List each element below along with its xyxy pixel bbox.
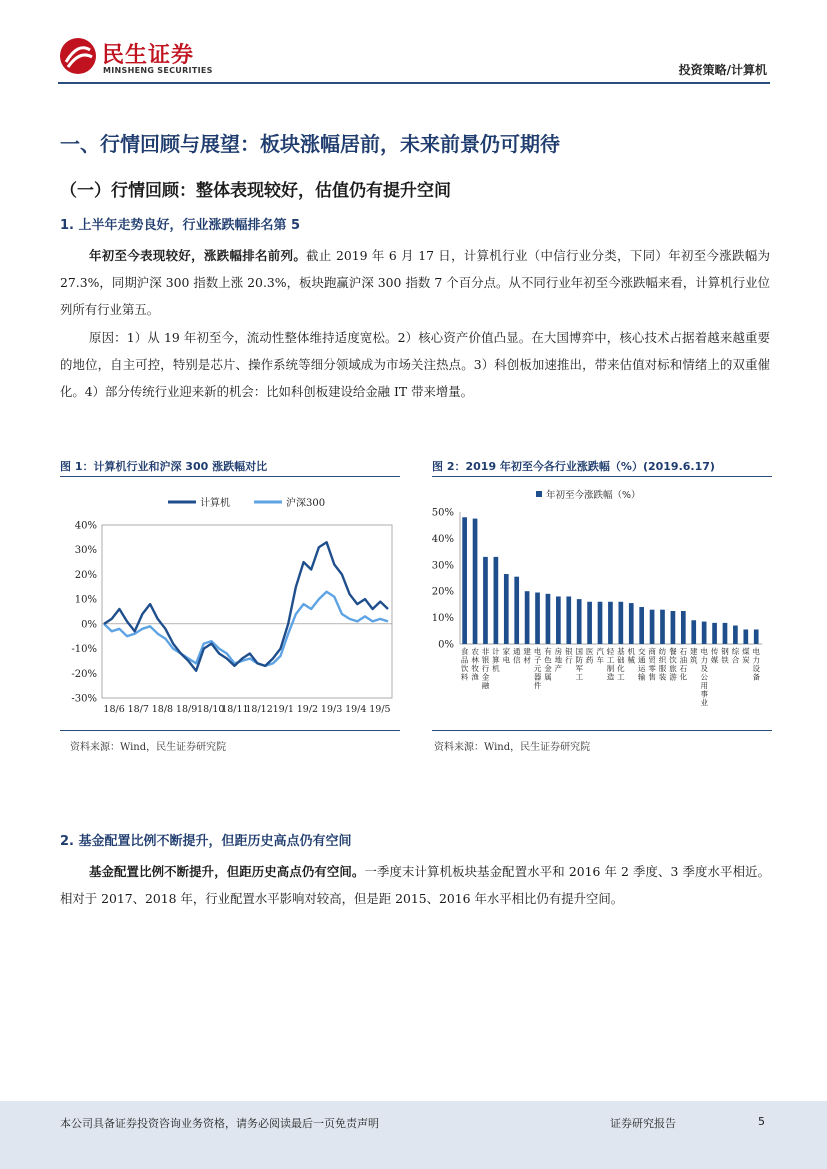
category-char: 军 bbox=[575, 664, 583, 673]
category-char: 餐 bbox=[669, 647, 677, 656]
y-tick-label: 40% bbox=[432, 533, 454, 545]
category-char: 子 bbox=[533, 655, 542, 665]
page-header bbox=[0, 0, 827, 90]
category-char: 造 bbox=[606, 672, 615, 682]
category-label bbox=[648, 646, 656, 682]
category-char: 建 bbox=[523, 647, 531, 656]
category-char: 牧 bbox=[471, 664, 479, 673]
category-label bbox=[617, 646, 625, 682]
category-char: 服 bbox=[658, 664, 667, 673]
x-tick-label: 18/12 bbox=[245, 704, 273, 715]
y-tick-label: 10% bbox=[432, 613, 454, 625]
category-char: 材 bbox=[523, 655, 531, 665]
bar bbox=[618, 602, 623, 644]
category-char: 医 bbox=[585, 647, 594, 656]
category-char: 工 bbox=[617, 672, 625, 682]
x-tick-label: 19/5 bbox=[369, 704, 391, 715]
footer-disclaimer: 本公司具备证券投资咨询业务资格，请务必阅读最后一页免责声明 bbox=[60, 1117, 379, 1130]
category-char: 油 bbox=[679, 655, 688, 665]
paragraph-1 bbox=[60, 242, 770, 323]
category-char: 装 bbox=[658, 672, 667, 682]
paragraph-3 bbox=[60, 858, 770, 912]
category-label bbox=[753, 646, 761, 682]
legend-label: 计算机 bbox=[200, 498, 230, 509]
category-char: 机 bbox=[492, 664, 500, 673]
bar bbox=[712, 623, 717, 644]
category-char: 饮 bbox=[669, 655, 677, 665]
bar bbox=[546, 594, 551, 644]
figure-1-top-rule bbox=[60, 476, 400, 477]
category-char: 通 bbox=[637, 655, 646, 665]
category-char: 电 bbox=[533, 647, 542, 656]
category-char: 农 bbox=[471, 647, 479, 656]
category-label bbox=[544, 646, 552, 682]
category-label bbox=[461, 646, 469, 682]
category-char: 料 bbox=[460, 672, 469, 682]
category-label bbox=[628, 646, 636, 665]
y-tick-label: -20% bbox=[71, 668, 97, 680]
category-char: 行 bbox=[481, 664, 490, 673]
category-char: 算 bbox=[492, 655, 500, 665]
category-char: 器 bbox=[533, 672, 542, 682]
bar bbox=[587, 602, 592, 644]
category-label bbox=[513, 646, 521, 665]
x-tick-label: 18/11 bbox=[221, 704, 249, 715]
bar bbox=[733, 626, 738, 644]
paragraph-1-lead: 年初至今表现较好，涨跌幅排名前列。 bbox=[89, 248, 307, 263]
paragraph-3-lead: 基金配置比例不断提升，但距历史高点仍有空间。 bbox=[89, 864, 365, 879]
logo-mark-icon bbox=[58, 36, 98, 76]
bar bbox=[702, 622, 707, 644]
bar bbox=[494, 557, 499, 644]
figure-2 bbox=[432, 458, 772, 758]
category-char: 车 bbox=[596, 655, 604, 665]
category-char: 铁 bbox=[721, 655, 729, 665]
bar bbox=[608, 602, 613, 644]
bar bbox=[566, 596, 571, 644]
bar bbox=[525, 591, 530, 644]
category-char: 础 bbox=[617, 655, 625, 665]
category-label bbox=[659, 646, 667, 682]
category-char: 产 bbox=[554, 664, 563, 673]
y-tick-label: 10% bbox=[74, 594, 97, 606]
category-char: 业 bbox=[700, 698, 708, 707]
category-label bbox=[471, 646, 479, 682]
category-label bbox=[575, 647, 583, 682]
category-char: 械 bbox=[627, 655, 636, 665]
legend-label: 沪深300 bbox=[286, 498, 326, 509]
category-char: 基 bbox=[617, 647, 625, 656]
category-char: 工 bbox=[575, 672, 583, 682]
y-tick-label: 20% bbox=[74, 569, 97, 581]
category-char: 化 bbox=[617, 664, 625, 673]
category-char: 防 bbox=[575, 655, 583, 665]
category-char: 色 bbox=[544, 655, 552, 665]
bar bbox=[639, 607, 644, 644]
category-label bbox=[555, 646, 563, 673]
category-char: 林 bbox=[471, 655, 479, 665]
subsection-heading: （一）行情回顾：整体表现较好，估值仍有提升空间 bbox=[60, 181, 451, 201]
report-section-label: 投资策略/计算机 bbox=[678, 63, 767, 77]
y-tick-label: -10% bbox=[71, 644, 97, 656]
bar bbox=[660, 610, 665, 644]
category-char: 工 bbox=[606, 655, 615, 665]
header-divider bbox=[58, 82, 770, 84]
category-char: 房 bbox=[554, 647, 563, 656]
category-char: 银 bbox=[481, 655, 490, 665]
category-char: 合 bbox=[731, 655, 740, 665]
category-char: 融 bbox=[481, 681, 490, 690]
bar bbox=[504, 574, 509, 644]
category-label bbox=[711, 646, 719, 665]
category-char: 旅 bbox=[669, 664, 677, 673]
category-char: 非 bbox=[481, 647, 490, 656]
category-label bbox=[669, 646, 677, 682]
page-footer bbox=[0, 1101, 827, 1169]
category-char: 煤 bbox=[742, 647, 750, 656]
bar-chart bbox=[432, 482, 772, 744]
category-char: 药 bbox=[585, 655, 594, 665]
category-char: 渔 bbox=[471, 672, 479, 682]
category-label bbox=[721, 646, 729, 665]
bar bbox=[473, 519, 478, 644]
y-tick-label: 20% bbox=[432, 586, 454, 598]
logo-text-cn: 民生证券 bbox=[102, 43, 195, 68]
category-char: 品 bbox=[460, 655, 469, 665]
x-tick-label: 18/9 bbox=[175, 704, 198, 715]
category-char: 织 bbox=[658, 655, 667, 665]
category-char: 行 bbox=[565, 655, 573, 665]
category-label bbox=[534, 646, 542, 690]
category-char: 电 bbox=[752, 647, 761, 656]
category-char: 石 bbox=[679, 647, 688, 656]
section-heading-1: 一、行情回顾与展望：板块涨幅居前，未来前景仍可期待 bbox=[60, 132, 560, 156]
category-label bbox=[596, 646, 604, 665]
category-char: 筑 bbox=[690, 655, 698, 665]
figure-2-bottom-rule bbox=[432, 730, 772, 731]
bar bbox=[577, 599, 582, 644]
footer-report-type: 证券研究报告 bbox=[610, 1117, 676, 1130]
y-tick-label: 0% bbox=[81, 619, 97, 631]
company-logo bbox=[58, 36, 218, 80]
figure-2-source: 资料来源：Wind，民生证券研究院 bbox=[434, 742, 591, 753]
bar bbox=[535, 593, 540, 644]
series-line bbox=[104, 542, 388, 671]
category-char: 银 bbox=[565, 647, 573, 656]
bar bbox=[691, 620, 696, 644]
category-char: 钢 bbox=[721, 647, 729, 656]
x-tick-label: 19/2 bbox=[296, 704, 319, 715]
category-label bbox=[732, 646, 740, 665]
category-char: 信 bbox=[513, 655, 521, 665]
x-tick-label: 18/7 bbox=[127, 704, 149, 715]
bar bbox=[650, 610, 655, 644]
category-char: 零 bbox=[648, 664, 656, 673]
category-char: 力 bbox=[752, 655, 761, 665]
legend-swatch bbox=[536, 491, 542, 497]
y-tick-label: 40% bbox=[74, 520, 97, 532]
category-char: 传 bbox=[710, 647, 719, 656]
x-tick-label: 19/3 bbox=[320, 704, 343, 715]
category-char: 地 bbox=[554, 655, 563, 665]
x-tick-label: 19/4 bbox=[345, 704, 367, 715]
category-char: 商 bbox=[648, 647, 656, 656]
category-char: 计 bbox=[492, 647, 500, 656]
category-char: 通 bbox=[513, 647, 521, 656]
category-char: 件 bbox=[533, 681, 542, 690]
category-char: 金 bbox=[481, 672, 490, 682]
category-label bbox=[607, 646, 615, 682]
category-char: 金 bbox=[544, 664, 552, 673]
figure-1-source: 资料来源：Wind，民生证券研究院 bbox=[70, 742, 227, 753]
category-char: 贸 bbox=[648, 655, 656, 665]
category-char: 媒 bbox=[710, 655, 719, 665]
legend-label: 年初至今涨跌幅（%） bbox=[546, 490, 641, 501]
paragraph-1-body: 截止 2019 年 6 月 17 日，计算机行业（中信行业分类，下同）年初至今涨跌幅为 27.3%，同期沪深 300 指数上涨 20.3%，板块跑赢沪深 300 指数 7 个百分点。从不同行业年初至今涨跌幅来看，计算机行业位列所有行业第五。 bbox=[60, 248, 770, 317]
category-label bbox=[586, 647, 594, 665]
category-label bbox=[680, 647, 688, 682]
category-char: 机 bbox=[627, 647, 636, 656]
paragraph-2: 原因：1）从 19 年初至今，流动性整体维持适度宽松。2）核心资产价值凸显。在大国博弈中，核心技术占据着越来越重要的地位，自主可控，特别是芯片、操作系统等细分领域成为市场关注热点。3）科创板加速推出，带来估值对标和情绪上的双重催化。4）部分传统行业迎来新的机会：比如科创板建设给金融 IT 带来增量。 bbox=[60, 330, 770, 399]
category-char: 炭 bbox=[742, 655, 750, 665]
paragraph-3-body: 一季度末计算机板块基金配置水平和 2016 年 2 季度、3 季度水平相近。相对于 2017、2018 年，行业配置水平影响对较高，但是距 2015、2016 年水平相比仍有提升空间。 bbox=[60, 864, 771, 906]
bar bbox=[556, 596, 561, 644]
category-char: 电 bbox=[700, 647, 708, 656]
bar bbox=[743, 629, 748, 644]
bar bbox=[671, 611, 676, 644]
category-label bbox=[690, 646, 698, 665]
category-char: 电 bbox=[502, 655, 511, 665]
figure-2-title: 图 2：2019 年初至今各行业涨跌幅（%）(2019.6.17) bbox=[432, 460, 715, 473]
category-label bbox=[523, 646, 531, 665]
x-tick-label: 18/8 bbox=[151, 704, 174, 715]
bar bbox=[629, 603, 634, 644]
category-char: 输 bbox=[637, 672, 646, 682]
line-chart bbox=[60, 482, 400, 744]
bar bbox=[483, 557, 488, 644]
category-char: 游 bbox=[669, 672, 677, 682]
category-char: 属 bbox=[544, 672, 552, 682]
topic-heading-1: 1. 上半年走势良好，行业涨跌幅排名第 5 bbox=[60, 218, 301, 233]
bar bbox=[681, 611, 686, 644]
category-char: 汽 bbox=[596, 647, 604, 656]
category-label bbox=[565, 647, 573, 665]
category-char: 家 bbox=[502, 647, 511, 656]
x-tick-label: 18/6 bbox=[103, 704, 125, 715]
category-char: 轻 bbox=[606, 647, 615, 656]
category-char: 纺 bbox=[658, 647, 667, 656]
logo-text-en: MINSHENG SECURITIES bbox=[103, 66, 213, 75]
category-char: 及 bbox=[700, 664, 708, 673]
category-char: 用 bbox=[700, 681, 708, 690]
category-char: 运 bbox=[637, 664, 646, 673]
topic-heading-2: 2. 基金配置比例不断提升，但距历史高点仍有空间 bbox=[60, 834, 352, 849]
bar bbox=[514, 577, 519, 644]
category-char: 建 bbox=[690, 647, 698, 656]
figure-2-top-rule bbox=[432, 476, 772, 477]
category-char: 食 bbox=[460, 647, 469, 656]
category-char: 备 bbox=[752, 672, 761, 682]
category-char: 饮 bbox=[460, 664, 469, 673]
page-number: 5 bbox=[758, 1115, 765, 1128]
category-char: 有 bbox=[544, 647, 552, 656]
y-tick-label: -30% bbox=[71, 693, 97, 705]
category-label bbox=[482, 646, 490, 690]
category-char: 设 bbox=[752, 664, 761, 673]
figure-1 bbox=[60, 458, 400, 758]
category-label bbox=[742, 646, 750, 665]
category-char: 力 bbox=[700, 655, 708, 665]
y-tick-label: 30% bbox=[432, 560, 454, 572]
y-tick-label: 0% bbox=[438, 639, 454, 651]
figure-1-bottom-rule bbox=[60, 730, 400, 731]
category-char: 元 bbox=[533, 664, 542, 673]
category-char: 制 bbox=[606, 664, 615, 673]
y-tick-label: 30% bbox=[74, 545, 97, 557]
category-label bbox=[638, 646, 646, 682]
bar bbox=[462, 517, 467, 644]
category-char: 石 bbox=[679, 664, 688, 673]
figure-1-title: 图 1：计算机行业和沪深 300 涨跌幅对比 bbox=[60, 460, 268, 473]
bar bbox=[598, 602, 603, 644]
category-char: 交 bbox=[637, 647, 646, 656]
category-char: 国 bbox=[575, 647, 583, 656]
category-char: 售 bbox=[648, 672, 656, 682]
category-label bbox=[492, 646, 500, 673]
y-tick-label: 50% bbox=[432, 507, 454, 519]
category-char: 综 bbox=[731, 647, 740, 656]
category-char: 化 bbox=[679, 672, 688, 682]
category-label bbox=[700, 646, 708, 707]
x-tick-label: 19/1 bbox=[272, 704, 294, 715]
category-label bbox=[503, 646, 511, 665]
bar bbox=[723, 623, 728, 644]
category-char: 公 bbox=[700, 672, 708, 682]
x-tick-label: 18/10 bbox=[197, 704, 225, 715]
bar bbox=[754, 629, 759, 644]
category-char: 事 bbox=[700, 689, 708, 699]
